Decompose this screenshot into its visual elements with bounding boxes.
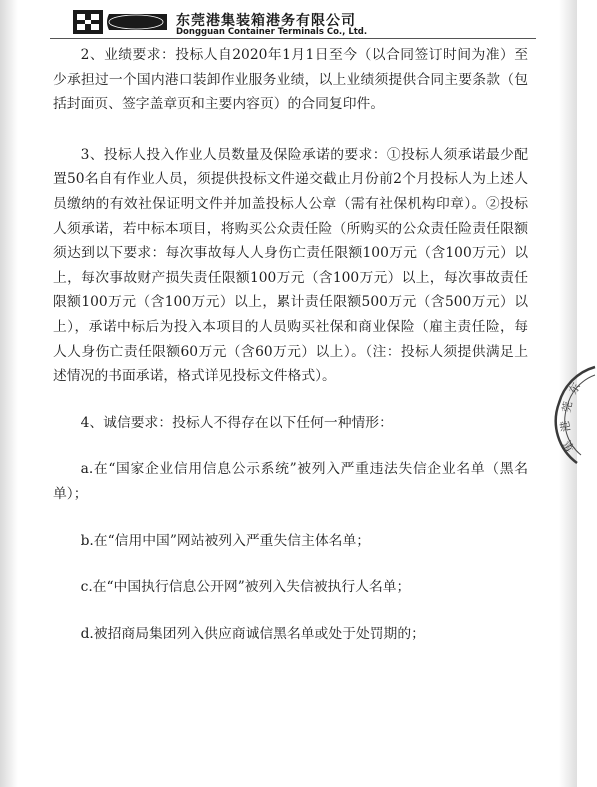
svg-text:东: 东 [566,380,584,397]
integrity-item-a: a.在“国家企业信用信息公示系统”被列入严重违法失信企业名单（黑名单）； [53,461,528,502]
performance-requirement: 2、业绩要求：投标人自2020年1月1日至今（以合同签订时间为准）至少承担过一个国内港口装卸作业服务业绩，以上业绩须提供合同主要条款（包括封面页、签字盖章页和主要内容页）的合同复印件。 [53,47,528,113]
scan-edge-left [0,0,18,787]
integrity-item-b: b.在“信用中国”网站被列入严重失信主体名单； [80,532,371,549]
letterhead [73,8,543,38]
company-name-cn: 东莞港集装箱港务有限公司 [176,13,356,29]
svg-text:港: 港 [558,419,573,433]
integrity-item-c: c.在“中国执行信息公开网”被列入失信被执行人名单； [80,579,411,596]
document-body [53,43,528,646]
sinotrans-logo [105,12,167,32]
integrity-item-d: d.被招商局集团列入供应商诚信黑名单或处于处罚期的； [80,625,425,642]
svg-text:集: 集 [560,437,578,454]
company-logo-icon [73,10,103,34]
header-divider [50,38,536,39]
company-name-en: Dongguan Container Terminals Co., Ltd. [176,27,368,37]
integrity-requirement: 4、诚信要求：投标人不得存在以下任何一种情形： [80,414,393,431]
staff-insurance-requirement: 3、投标人投入作业人员数量及保险承诺的要求：①投标人须承诺最少配置50名自有作业人员，须提供投标文件递交截止月份前2个月投标人为上述人员缴纳的有效社保证明文件并加盖投标人公章（需有社保机构印章）。②投标人须承诺，若中标本项目，将购买公众责任险（所购买的公众责任险责任限额须达到以下要求：每次事故每人人身伤亡责任限额100万元（含100万元）以上，每次事故财产损失责任限额100万元（含100万元）以上，每次事故责任限额100万元（含100万元）以上，累计责任限额500万元（含500万元）以上），承诺中标后为投入本项目的人员购买社保和商业保险（雇主责任险，每人人身伤亡责任限额60万元（含60万元）以上）。（注：投标人须提供满足上述情况的书面承诺，格式详见投标文件格式）。 [53,146,528,385]
svg-text:莞: 莞 [560,400,575,414]
company-seal-stamp [537,363,597,473]
